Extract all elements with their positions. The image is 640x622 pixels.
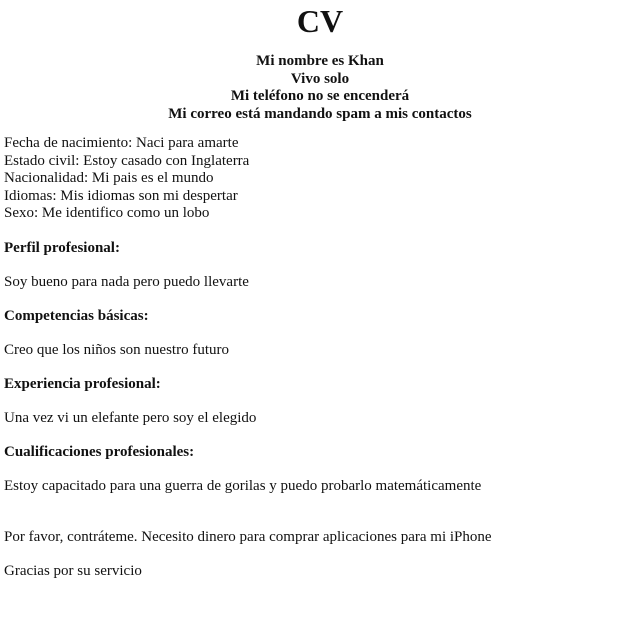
personal-info-nationality [4, 170, 249, 188]
contact-phone: Mi teléfono no se encenderá [230, 88, 410, 104]
field-label: Idiomas: [4, 187, 57, 204]
section-heading-competencies: Competencias básicas: [4, 308, 149, 324]
closing-thanks: Gracias por su servicio [4, 563, 142, 579]
contact-block [0, 53, 640, 123]
section-text-profile: Soy bueno para nada pero puedo llevarte [4, 274, 249, 290]
personal-info-birthdate [4, 135, 249, 153]
field-label: Estado civil: [4, 152, 80, 169]
personal-info-sex [4, 205, 249, 223]
section-text-competencies: Creo que los niños son nuestro futuro [4, 342, 229, 358]
closing-request: Por favor, contráteme. Necesito dinero para comprar aplicaciones para mi iPhone [4, 529, 492, 545]
field-value: Mis idiomas son mi despertar [60, 187, 238, 204]
section-heading-experience: Experiencia profesional: [4, 376, 161, 392]
field-label: Sexo: [4, 205, 39, 221]
page-title: CV [296, 3, 344, 39]
field-value: Estoy casado con Inglaterra [83, 152, 250, 169]
field-value: Naci para amarte [136, 135, 239, 151]
contact-address: Vivo solo [290, 70, 350, 87]
section-text-qualifications: Estoy capacitado para una guerra de gorilas y puedo probarlo matemáticamente [4, 478, 482, 494]
section-heading-qualifications: Cualificaciones profesionales: [4, 444, 195, 460]
personal-info-languages [4, 188, 249, 206]
field-label: Nacionalidad: [4, 170, 89, 186]
contact-email: Mi correo está mandando spam a mis contactos [168, 105, 472, 122]
field-label: Fecha de nacimiento: [4, 135, 133, 151]
section-heading-profile: Perfil profesional: [4, 240, 120, 256]
section-text-experience: Una vez vi un elefante pero soy el elegido [4, 410, 257, 426]
field-value: Mi pais es el mundo [91, 170, 214, 186]
personal-info [4, 135, 249, 223]
contact-name: Mi nombre es Khan [256, 53, 384, 69]
field-value: Me identifico como un lobo [41, 205, 210, 221]
personal-info-marital-status [4, 153, 249, 171]
